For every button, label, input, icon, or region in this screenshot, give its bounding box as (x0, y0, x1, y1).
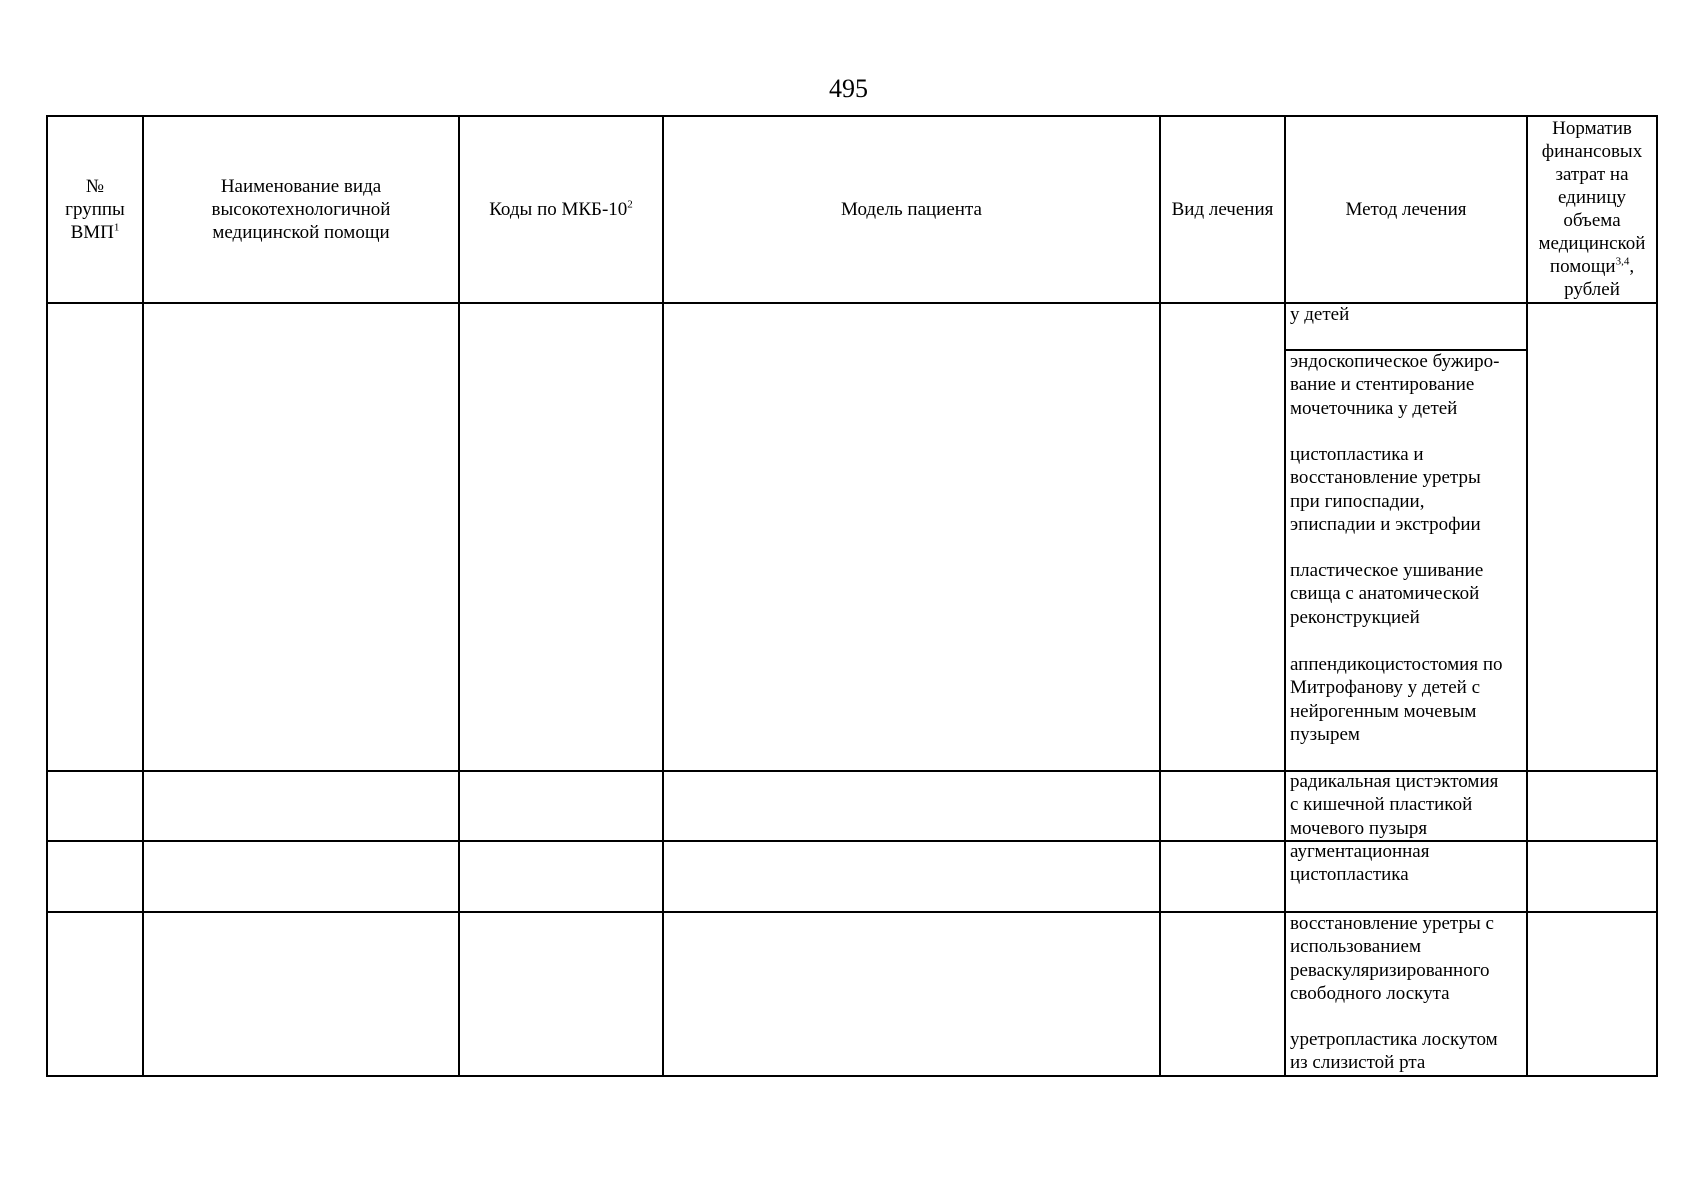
header-treatment-type (1161, 117, 1284, 302)
header-treatment-method (1286, 117, 1526, 302)
header-group-number-label: № группы ВМП (65, 176, 125, 243)
method-item: уретропластика лоскутом из слизистой рта (1290, 1029, 1498, 1074)
header-patient-model-label: Модель пациента (841, 199, 982, 220)
method-item: цистопластика и восстановление уретры при гипоспадии, эписпадии и экстрофии (1290, 444, 1481, 535)
header-icd-codes-label: Коды по МКБ-10 (489, 199, 628, 220)
data-table (46, 115, 1658, 1077)
method-item: эндоскопическое бужиро- вание и стентирование мочеточника у детей (1290, 351, 1500, 419)
header-financial-norm-unit: , рублей (1564, 255, 1635, 300)
footnote-mark: 2 (627, 198, 633, 211)
header-icd-codes (460, 117, 662, 302)
header-treatment-type-label: Вид лечения (1171, 199, 1274, 220)
page-number: 495 (829, 74, 868, 103)
method-item: у детей (1290, 304, 1350, 325)
header-treatment-method-label: Метод лечения (1345, 199, 1467, 220)
footnote-mark: 1 (113, 221, 120, 234)
table-right-border (1656, 115, 1658, 1077)
table-bottom-border (46, 1075, 1658, 1077)
header-financial-norm (1528, 115, 1656, 302)
method-item: аппендикоцистостомия по Митрофанову у детей с нейрогенным мочевым пузырем (1290, 654, 1503, 745)
method-item: восстановление уретры с использованием реваскуляризированного свободного лоскута (1290, 913, 1494, 1004)
header-group-number (48, 117, 142, 302)
header-care-type-name (144, 117, 458, 302)
header-patient-model (664, 117, 1159, 302)
method-item: аугментационная цистопластика (1290, 841, 1430, 886)
method-item: пластическое ушивание свища с анатомической реконструкцией (1290, 560, 1484, 628)
header-care-type-name-label: Наименование вида высокотехнологичной медицинской помощи (211, 176, 391, 243)
header-financial-norm-label: Норматив финансовых затрат на единицу объема медицинской помощи (1538, 117, 1646, 277)
footnote-mark: 3,4 (1615, 255, 1630, 268)
method-item: радикальная цистэктомия с кишечной пластикой мочевого пузыря (1290, 771, 1499, 839)
header-bottom-border (46, 302, 1658, 304)
